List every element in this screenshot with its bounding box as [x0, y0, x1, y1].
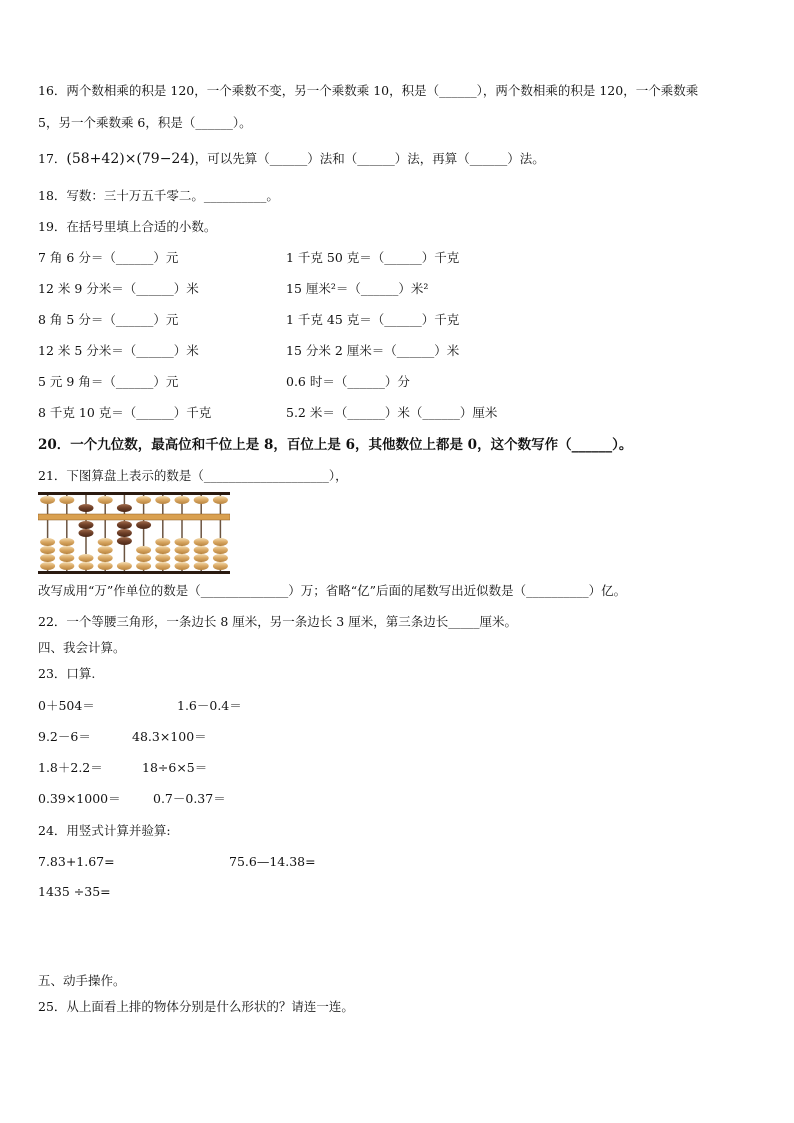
q19-left-6: 8 千克 10 克＝（______）千克 [38, 405, 212, 420]
q24-item-2: 75.6—14.38= [229, 854, 316, 869]
q22-line: 22．一个等腰三角形，一条边长 8 厘米，另一条边长 3 厘米，第三条边长_____厘米。 [38, 614, 517, 629]
abacus-bead [79, 562, 94, 570]
abacus-beam [38, 514, 230, 520]
abacus-bead [79, 521, 94, 529]
q21-line: 21．下图算盘上表示的数是（____________________）， [38, 468, 348, 483]
abacus-bead [40, 496, 55, 504]
q23-r2-c2: 48.3×100＝ [132, 729, 207, 744]
q24-item-1: 7.83+1.67= [38, 854, 115, 869]
abacus-bead [136, 562, 151, 570]
q23-r4-c1: 0.39×1000＝ [38, 791, 121, 806]
abacus-bead [213, 546, 228, 554]
abacus-bead [136, 521, 151, 529]
q19-right-3: 1 千克 45 克＝（______）千克 [286, 312, 460, 327]
abacus-bead [40, 562, 55, 570]
abacus-bead [155, 538, 170, 546]
abacus-bead [79, 529, 94, 537]
abacus-frame-bottom [38, 571, 230, 574]
section-5-title: 五、动手操作。 [38, 973, 126, 988]
q19-left-4: 12 米 5 分米＝（______）米 [38, 343, 199, 358]
abacus-bead [59, 554, 74, 562]
abacus-bead [79, 554, 94, 562]
abacus-bead [213, 496, 228, 504]
q19-right-5: 0.6 时＝（______）分 [286, 374, 410, 389]
abacus-bead [175, 546, 190, 554]
abacus-bead [117, 529, 132, 537]
q23-r4-c2: 0.7－0.37＝ [153, 791, 226, 806]
abacus-bead [155, 546, 170, 554]
q17-number: 17． [38, 151, 67, 166]
abacus-bead [98, 538, 113, 546]
q16-line1: 16．两个数相乘的积是 120，一个乘数不变，另一个乘数乘 10，积是（______），两个数相乘的积是 120，一个乘数乘 [38, 83, 699, 98]
abacus-bead [194, 546, 209, 554]
abacus-frame-top [38, 492, 230, 495]
abacus-bead [155, 554, 170, 562]
abacus-bead [194, 496, 209, 504]
abacus-bead [98, 554, 113, 562]
abacus-bead [59, 562, 74, 570]
abacus-bead [155, 496, 170, 504]
q17-line [38, 150, 545, 168]
section-4-title: 四、我会计算。 [38, 640, 126, 655]
abacus-bead [79, 504, 94, 512]
abacus-bead [175, 554, 190, 562]
abacus-bead [194, 554, 209, 562]
abacus-bead [117, 562, 132, 570]
abacus-bead [117, 504, 132, 512]
abacus-bead [59, 546, 74, 554]
q19-left-5: 5 元 9 角＝（______）元 [38, 374, 179, 389]
abacus-bead [194, 562, 209, 570]
abacus-bead [175, 496, 190, 504]
abacus-bead [98, 562, 113, 570]
q24-title: 24．用竖式计算并验算: [38, 823, 171, 838]
q23-r1-c2: 1.6－0.4＝ [177, 698, 242, 713]
abacus-bead [175, 562, 190, 570]
abacus-bead [98, 496, 113, 504]
abacus-image [38, 492, 230, 574]
abacus-bead [117, 521, 132, 529]
abacus-bead [136, 496, 151, 504]
q23-r3-c2: 18÷6×5＝ [142, 760, 208, 775]
q21-followup: 改写成用“万”作单位的数是（______________）万；省略“亿”后面的尾数写出近似数是（__________）亿。 [38, 583, 627, 598]
q23-title: 23．口算. [38, 666, 96, 681]
q19-left-1: 7 角 6 分＝（______）元 [38, 250, 179, 265]
abacus-bead [40, 538, 55, 546]
abacus-bead [213, 562, 228, 570]
q19-right-6: 5.2 米＝（______）米（______）厘米 [286, 405, 498, 420]
abacus-bead [136, 554, 151, 562]
q19-right-4: 15 分米 2 厘米＝（______）米 [286, 343, 460, 358]
q23-r3-c1: 1.8＋2.2＝ [38, 760, 103, 775]
abacus-bead [213, 554, 228, 562]
q24-item-3: 1435 ÷35= [38, 884, 111, 899]
abacus-bead [59, 496, 74, 504]
q23-r2-c1: 9.2－6＝ [38, 729, 91, 744]
q19-left-3: 8 角 5 分＝（______）元 [38, 312, 179, 327]
abacus-bead [155, 562, 170, 570]
abacus-bead [40, 554, 55, 562]
q16-line2: 5，另一个乘数乘 6，积是（______）。 [38, 115, 252, 130]
abacus-bead [98, 546, 113, 554]
q23-r1-c1: 0＋504＝ [38, 698, 95, 713]
abacus-bead [194, 538, 209, 546]
abacus-bead [117, 537, 132, 545]
q20-line: 20．一个九位数，最高位和千位上是 8，百位上是 6，其他数位上都是 0，这个数写作（______）。 [38, 437, 633, 453]
q19-right-1: 1 千克 50 克＝（______）千克 [286, 250, 460, 265]
abacus-bead [175, 538, 190, 546]
q18-line: 18．写数：三十万五千零二。__________。 [38, 188, 279, 203]
q17-expression: (58+42)×(79−24) [66, 151, 195, 167]
q19-title: 19．在括号里填上合适的小数。 [38, 219, 217, 234]
abacus-bead [136, 546, 151, 554]
q19-left-2: 12 米 9 分米＝（______）米 [38, 281, 199, 296]
abacus-bead [59, 538, 74, 546]
q17-rest: ，可以先算（______）法和（______）法，再算（______）法。 [194, 151, 545, 166]
abacus-bead [213, 538, 228, 546]
q19-right-2: 15 厘米²＝（______）米² [286, 281, 429, 296]
abacus-bead [40, 546, 55, 554]
q25-line: 25．从上面看上排的物体分别是什么形状的？请连一连。 [38, 999, 354, 1014]
